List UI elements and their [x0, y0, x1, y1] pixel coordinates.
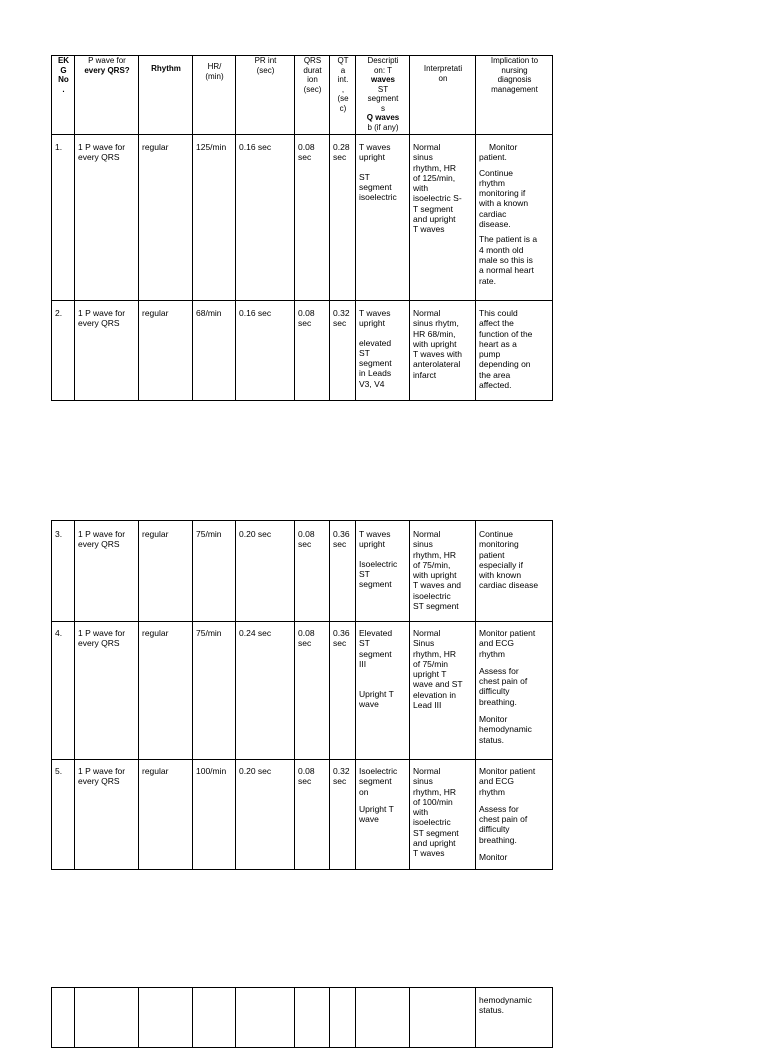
p-wave-cell: 1 P wave for every QRS — [75, 135, 139, 301]
implication-cell: This could affect the function of the heart as a pump depending on the area affected. — [476, 301, 553, 401]
hr-cell: 75/min — [193, 622, 236, 760]
pr-cell: 0.16 sec — [236, 135, 295, 301]
pr-cell: 0.20 sec — [236, 521, 295, 622]
qrs-cell: 0.08 sec — [295, 760, 330, 870]
interpretation-cell: Normal sinus rhythm, HR of 100/min with isoelectric ST segment and upright T waves — [410, 760, 476, 870]
implication-cell: Continue monitoring patient especially if with known cardiac disease — [476, 521, 553, 622]
header-implication: Implication to nursing diagnosis management — [476, 56, 553, 135]
ekg-number: 2. — [52, 301, 75, 401]
header-ekg-no: EK G No . — [52, 56, 75, 135]
qt-cell: 0.32 sec — [330, 760, 356, 870]
empty-cell — [330, 988, 356, 1048]
empty-cell — [75, 988, 139, 1048]
rhythm-cell: regular — [139, 301, 193, 401]
description-cell: Isoelectric segment on Upright T wave — [356, 760, 410, 870]
qrs-cell: 0.08 sec — [295, 622, 330, 760]
qrs-cell: 0.08 sec — [295, 301, 330, 401]
rhythm-cell: regular — [139, 521, 193, 622]
header-interpretation: Interpretati on — [410, 56, 476, 135]
pr-cell: 0.24 sec — [236, 622, 295, 760]
description-cell: T waves upright Isoelectric ST segment — [356, 521, 410, 622]
qrs-cell: 0.08 sec — [295, 135, 330, 301]
header-qrs: QRS durat ion (sec) — [295, 56, 330, 135]
header-hr: HR/ (min) — [193, 56, 236, 135]
empty-cell — [139, 988, 193, 1048]
header-description: Descripti on: T waves ST segment s Q waves b (if any) — [356, 56, 410, 135]
qt-cell: 0.36 sec — [330, 521, 356, 622]
header-rhythm: Rhythm — [139, 56, 193, 135]
ekg-number: 4. — [52, 622, 75, 760]
description-cell: T waves upright ST segment isoelectric — [356, 135, 410, 301]
header-p-wave: P wave for every QRS? — [75, 56, 139, 135]
rhythm-cell: regular — [139, 760, 193, 870]
qt-cell: 0.28 sec — [330, 135, 356, 301]
pr-cell: 0.20 sec — [236, 760, 295, 870]
header-row — [52, 56, 553, 135]
empty-cell — [52, 988, 75, 1048]
implication-cell: hemodynamic status. — [476, 988, 553, 1048]
interpretation-cell: Normal Sinus rhythm, HR of 75/min upright T wave and ST elevation in Lead III — [410, 622, 476, 760]
hr-cell: 75/min — [193, 521, 236, 622]
ekg-number: 3. — [52, 521, 75, 622]
implication-cell: Monitor patient and ECG rhythm Assess for chest pain of difficulty breathing. Monitor — [476, 760, 553, 870]
empty-cell — [356, 988, 410, 1048]
pr-cell: 0.16 sec — [236, 301, 295, 401]
table-row — [52, 135, 553, 301]
ekg-number: 1. — [52, 135, 75, 301]
empty-cell — [193, 988, 236, 1048]
table-row — [52, 760, 553, 870]
table-row-continuation — [52, 988, 553, 1048]
ekg-table-page-3 — [51, 987, 553, 1048]
qrs-cell: 0.08 sec — [295, 521, 330, 622]
rhythm-cell: regular — [139, 622, 193, 760]
header-qt: QT a int. , (se c) — [330, 56, 356, 135]
p-wave-cell: 1 P wave for every QRS — [75, 760, 139, 870]
header-pr-int: PR int (sec) — [236, 56, 295, 135]
qt-cell: 0.32 sec — [330, 301, 356, 401]
ekg-table-page-2 — [51, 520, 553, 870]
table-row — [52, 622, 553, 760]
hr-cell: 125/min — [193, 135, 236, 301]
implication-cell: Monitor patient. Continue rhythm monitoring if with a known cardiac disease. The patient is a 4 month old male so this is a normal heart rate. — [476, 135, 553, 301]
description-cell: Elevated ST segment III Upright T wave — [356, 622, 410, 760]
interpretation-cell: Normal sinus rhythm, HR of 125/min, with isoelectric S- T segment and upright T waves — [410, 135, 476, 301]
p-wave-cell: 1 P wave for every QRS — [75, 301, 139, 401]
hr-cell: 100/min — [193, 760, 236, 870]
p-wave-cell: 1 P wave for every QRS — [75, 622, 139, 760]
hr-cell: 68/min — [193, 301, 236, 401]
empty-cell — [295, 988, 330, 1048]
interpretation-cell: Normal sinus rhytm, HR 68/min, with upright T waves with anterolateral infarct — [410, 301, 476, 401]
table-row — [52, 301, 553, 401]
implication-cell: Monitor patient and ECG rhythm Assess for chest pain of difficulty breathing. Monitor hemodynamic status. — [476, 622, 553, 760]
empty-cell — [236, 988, 295, 1048]
ekg-table-page-1 — [51, 55, 553, 401]
qt-cell: 0.36 sec — [330, 622, 356, 760]
ekg-number: 5. — [52, 760, 75, 870]
rhythm-cell: regular — [139, 135, 193, 301]
p-wave-cell: 1 P wave for every QRS — [75, 521, 139, 622]
empty-cell — [410, 988, 476, 1048]
interpretation-cell: Normal sinus rhythm, HR of 75/min, with upright T waves and isoelectric ST segment — [410, 521, 476, 622]
description-cell: T waves upright elevated ST segment in Leads V3, V4 — [356, 301, 410, 401]
table-row — [52, 521, 553, 622]
